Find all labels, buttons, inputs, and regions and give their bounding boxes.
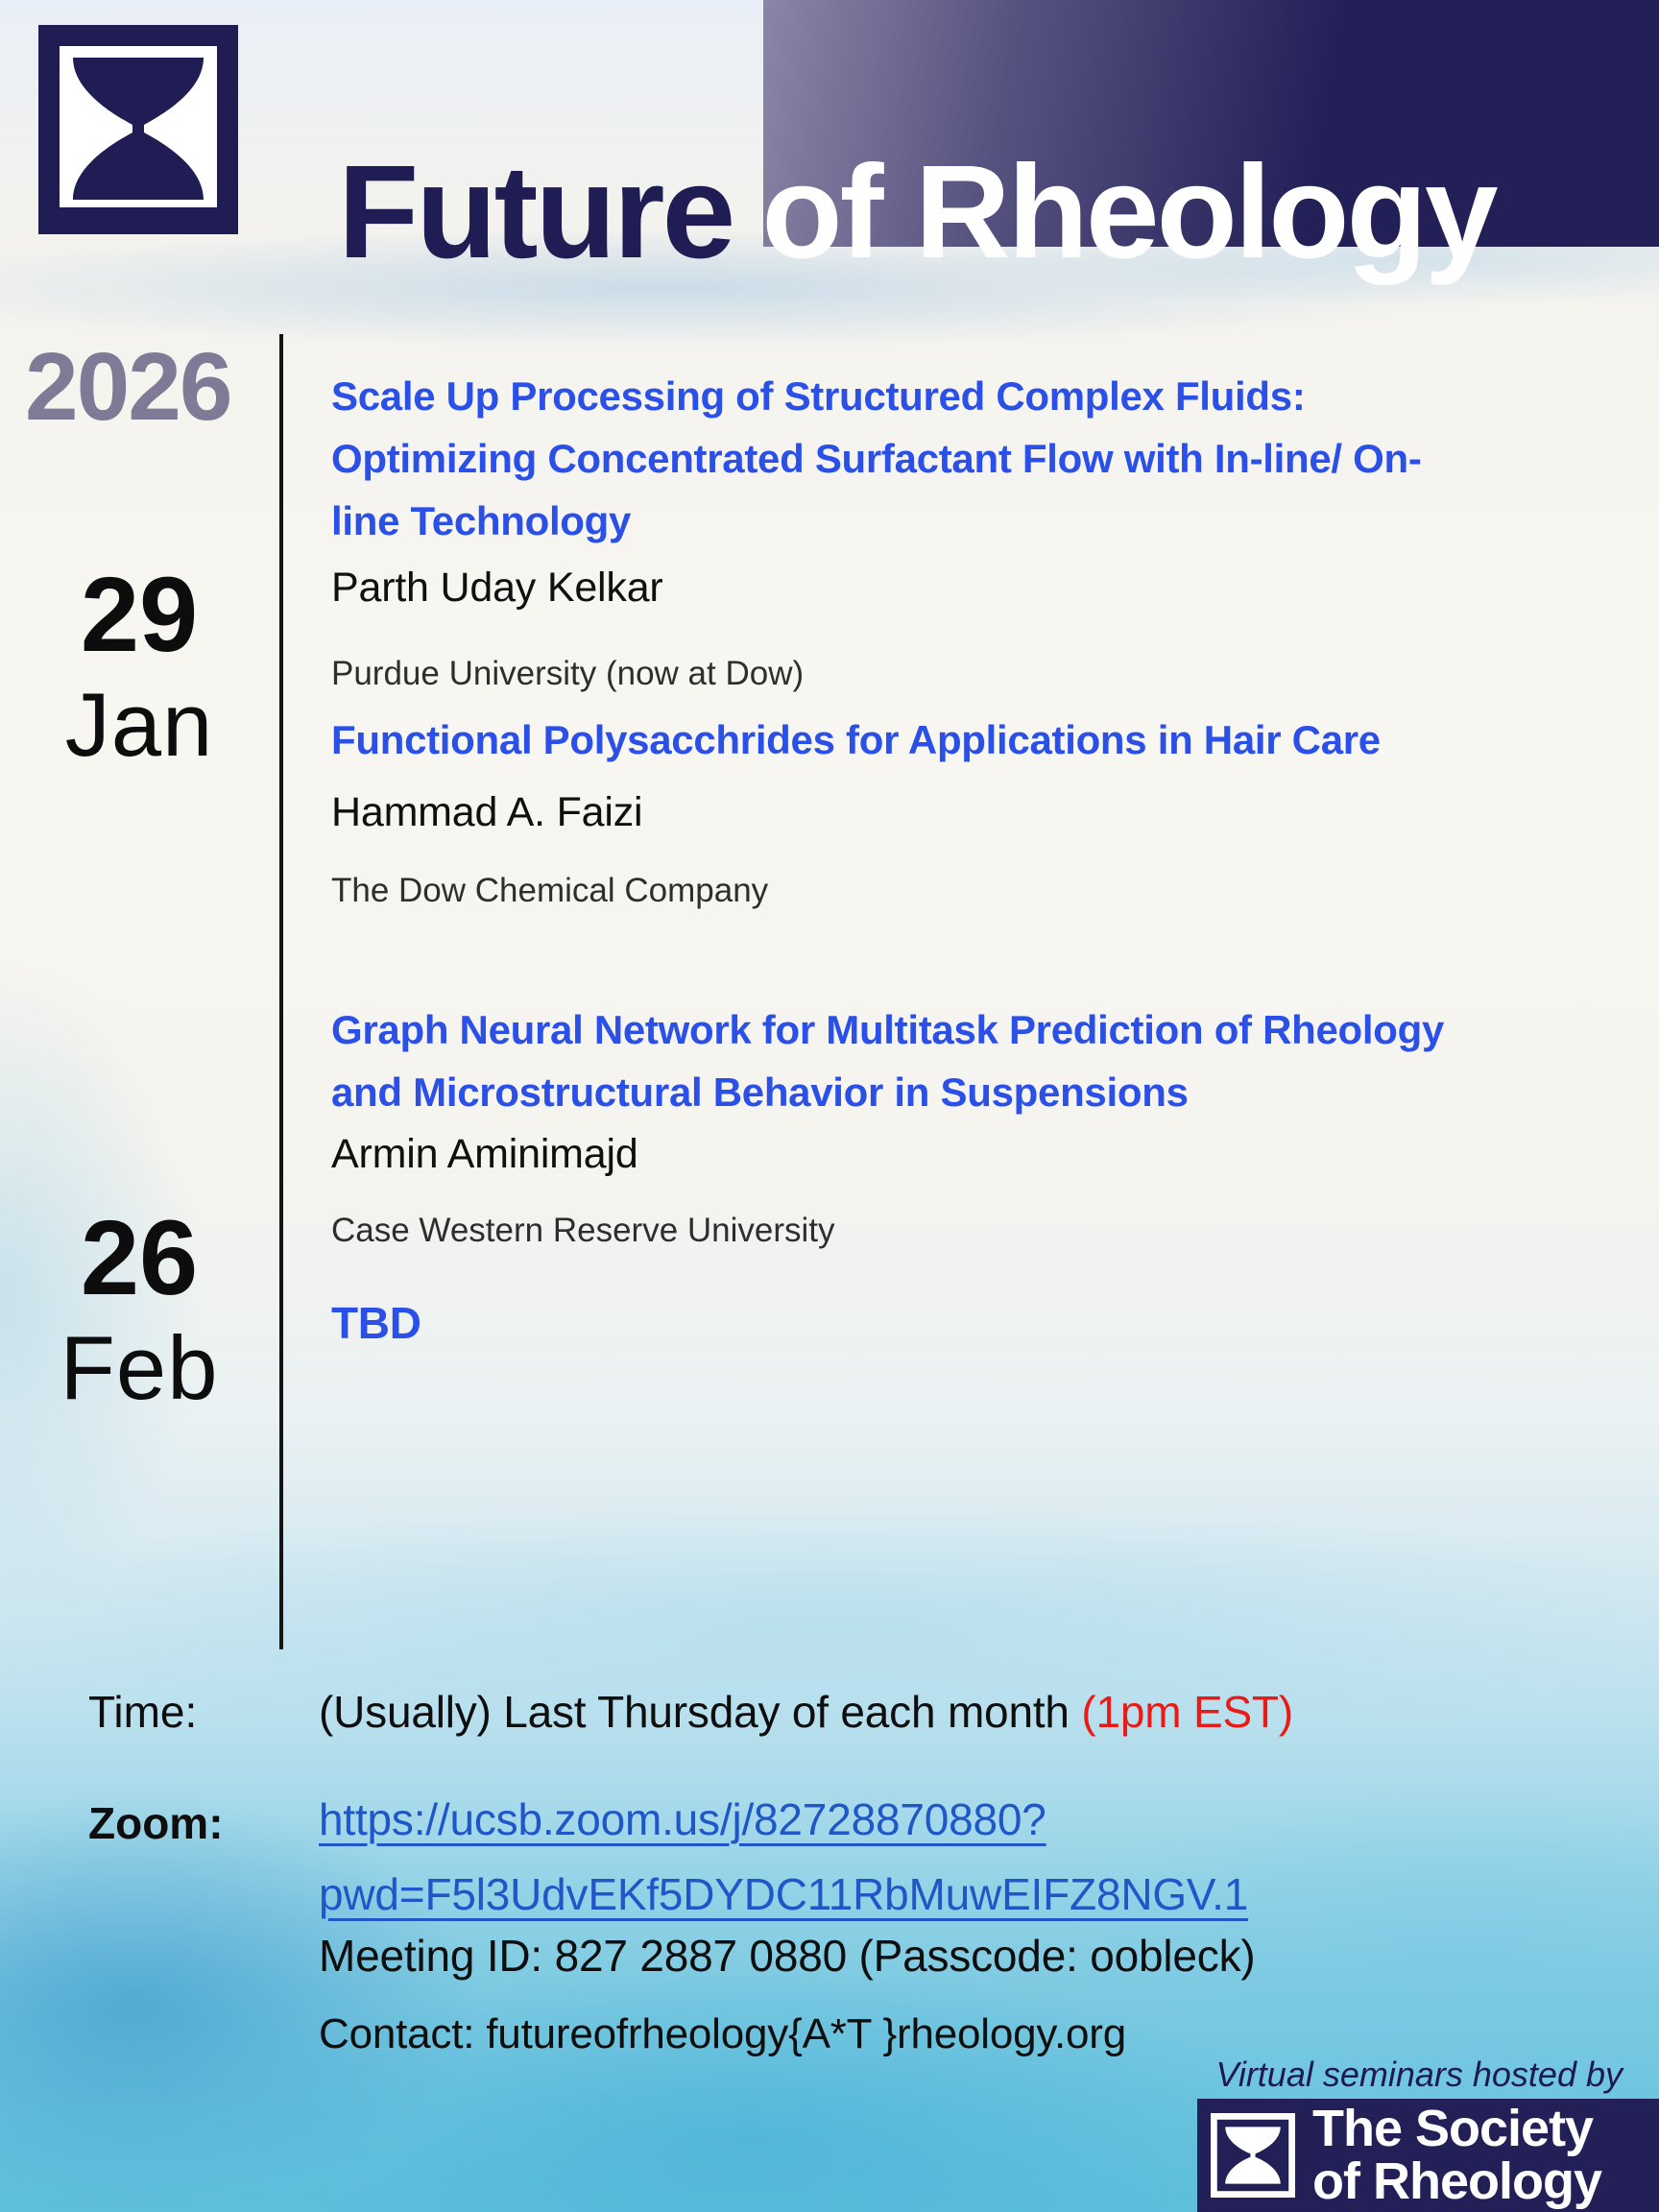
- talk-title-line: and Microstructural Behavior in Suspensions: [331, 1070, 1189, 1115]
- speaker-name: Hammad A. Faizi: [331, 789, 643, 835]
- date-day: 26: [80, 1199, 199, 1317]
- year-label: 2026: [25, 333, 231, 441]
- hosted-by-text: Virtual seminars hosted by: [1215, 2055, 1623, 2094]
- talk-title-line: line Technology: [331, 498, 632, 543]
- society-name: [1312, 2100, 1601, 2210]
- page-title: [338, 88, 1496, 335]
- talk-title-line: Optimizing Concentrated Surfactant Flow with In-line/ On-: [331, 436, 1422, 481]
- contact-text: Contact: futureofrheology{A*T }rheology.org: [319, 2010, 1126, 2057]
- timeline-divider: [279, 334, 283, 1649]
- time-label: Time:: [88, 1687, 198, 1737]
- talk-title-line: Functional Polysacchrides for Applications in Hair Care: [331, 717, 1381, 762]
- time-value: [319, 1686, 1293, 1738]
- talk-title: [331, 998, 1659, 1123]
- zoom-link-line2[interactable]: pwd=F5l3UdvEKf5DYDC11RbMuwEIFZ8NGV.1: [319, 1869, 1249, 1919]
- time-highlight: (1pm EST): [1081, 1687, 1293, 1737]
- zoom-link-line1[interactable]: https://ucsb.zoom.us/j/82728870880?: [319, 1794, 1046, 1844]
- hourglass-icon: [38, 25, 238, 234]
- time-value-text: (Usually) Last Thursday of each month: [319, 1687, 1082, 1737]
- date-month: Jan: [64, 674, 214, 775]
- speaker-name: Parth Uday Kelkar: [331, 565, 663, 611]
- hourglass-logo: [38, 25, 238, 234]
- talk-title-line: Scale Up Processing of Structured Complex Fluids:: [331, 373, 1306, 419]
- affiliation: The Dow Chemical Company: [331, 872, 769, 909]
- affiliation: Purdue University (now at Dow): [331, 655, 805, 692]
- talk-title-line: TBD: [331, 1298, 421, 1348]
- event-date-jan: [29, 556, 250, 775]
- society-hourglass-icon: [1211, 2113, 1295, 2198]
- date-day: 29: [80, 556, 199, 674]
- talk-title-tbd: [331, 1292, 1659, 1355]
- zoom-label: Zoom:: [88, 1798, 224, 1848]
- meeting-id-text: Meeting ID: 827 2887 0880 (Passcode: oobleck): [319, 1931, 1256, 1981]
- talk-title: [331, 709, 1659, 771]
- society-name-line2: of Rheology: [1312, 2152, 1601, 2210]
- speaker-name: Armin Aminimajd: [331, 1131, 638, 1177]
- title-future: Future: [338, 137, 733, 286]
- event-date-feb: [29, 1199, 250, 1418]
- talk-title-line: Graph Neural Network for Multitask Prediction of Rheology: [331, 1007, 1445, 1052]
- affiliation: Case Western Reserve University: [331, 1212, 835, 1249]
- title-of-rheology: of Rheology: [761, 137, 1496, 286]
- talk-title: [331, 365, 1659, 552]
- society-name-line1: The Society: [1312, 2100, 1594, 2157]
- zoom-meeting-link[interactable]: [319, 1793, 1248, 1920]
- date-month: Feb: [60, 1317, 219, 1418]
- society-logo-box: [1197, 2099, 1659, 2212]
